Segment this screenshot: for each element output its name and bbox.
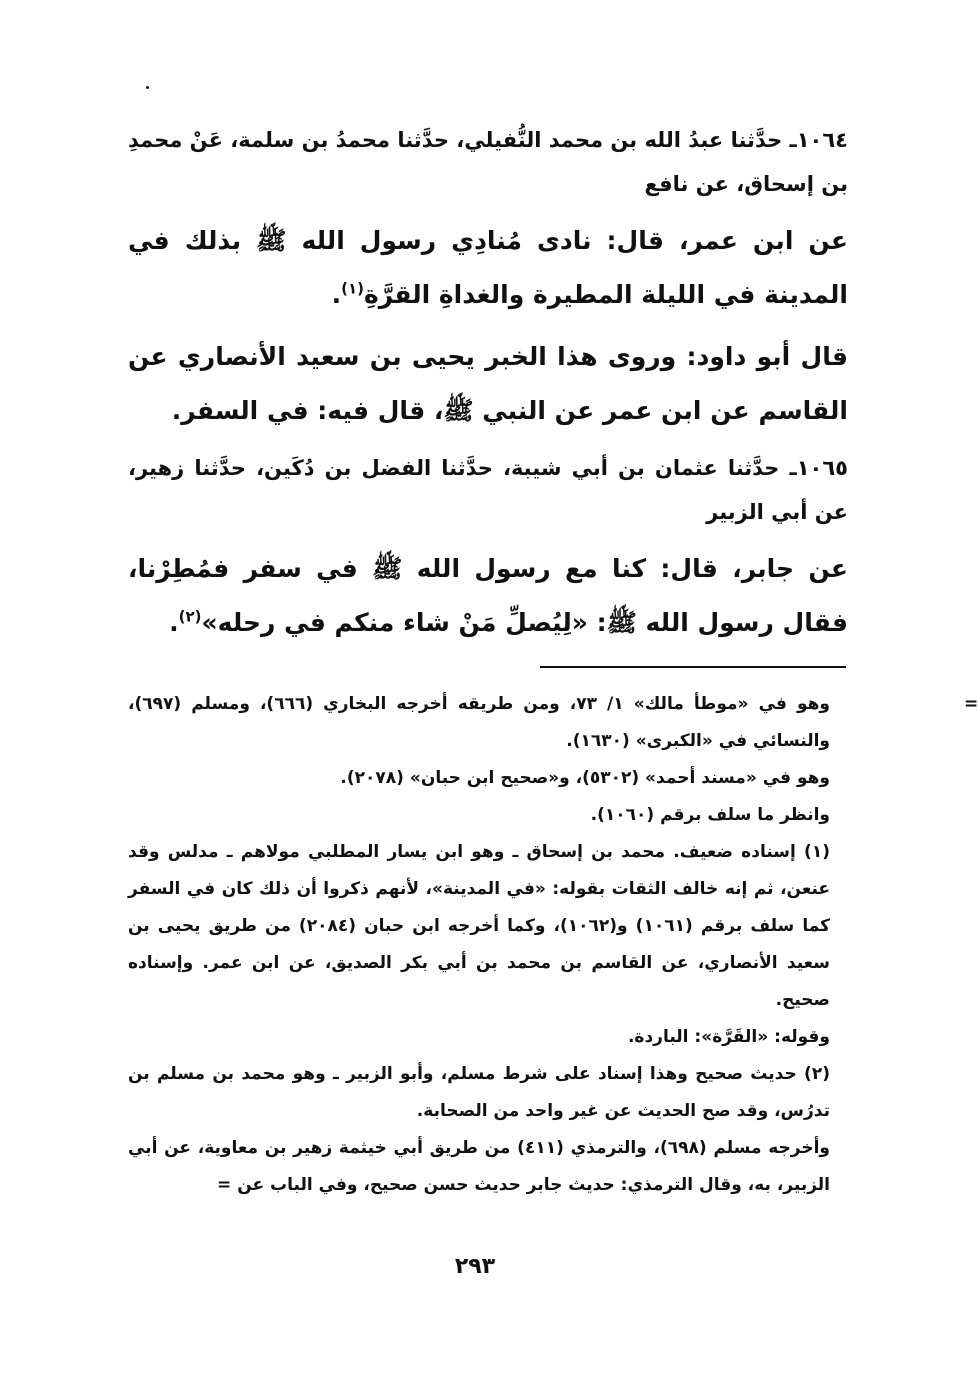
footnote-1: (١) إسناده ضعيف. محمد بن إسحاق ـ وهو ابن يسار المطلبي مولاهم ـ مدلس وقد عنعن، ثم إنه خالف الثقات بقوله: «في المدينة»، لأنهم ذكروا أن ذلك كان في السفر كما سلف برقم (١٠٦١) و(١٠٦٢)، وكما أخرجه ابن حبان (٢٠٨٤) من طريق يحيى بن سعيد الأنصاري، عن القاسم بن محمد بن أبي بكر الصديق، عن ابن عمر. وإسناده صحيح. — [128, 842, 830, 1010]
abu-dawud-note: قال أبو داود: وروى هذا الخبر يحيى بن سعيد الأنصاري عن القاسم عن ابن عمر عن النبي ﷺ، قال فيه: في السفر. — [128, 342, 848, 425]
continuation-marker: = — [964, 694, 978, 714]
main-text — [128, 118, 848, 658]
footnote-separator — [540, 666, 846, 668]
footnote-prev-2: وهو في «مسند أحمد» (٥٣٠٢)، و«صحيح ابن حبان» (٢٠٧٨). — [340, 768, 830, 788]
footnote-1-gloss: وقوله: «القَرَّة»: الباردة. — [627, 1027, 830, 1047]
footnote-2-takhrij: وأخرجه مسلم (٦٩٨)، والترمذي (٤١١) من طريق أبي خيثمة زهير بن معاوية، عن أبي الزبير، به، وقال الترمذي: حديث جابر حديث حسن صحيح، وفي الباب عن = — [128, 1138, 830, 1195]
footnote-ref-1: (١) — [341, 279, 364, 298]
hadith-1064-isnad: ١٠٦٤ـ حدَّثنا عبدُ الله بن محمد النُّفيلي، حدَّثنا محمدُ بن سلمة، عَنْ محمدِ بن إسحاق، عن نافع — [128, 128, 848, 196]
hadith-1065-matn — [128, 542, 848, 650]
footnote-prev-3: وانظر ما سلف برقم (١٠٦٠). — [590, 805, 830, 825]
hadith-1065-end: . — [169, 608, 179, 637]
footnote-2: (٢) حديث صحيح وهذا إسناد على شرط مسلم، وأبو الزبير ـ وهو محمد بن مسلم بن تدرُس، وقد صح الحديث عن غير واحد من الصحابة. — [128, 1064, 830, 1121]
footnote-prev-1: وهو في «موطأ مالك» ١/ ٧٣، ومن طريقه أخرجه البخاري (٦٦٦)، ومسلم (٦٩٧)، والنسائي في «الكبرى» (١٦٣٠). — [128, 694, 830, 751]
hadith-1065-isnad: ١٠٦٥ـ حدَّثنا عثمان بن أبي شيبة، حدَّثنا الفضل بن دُكَين، حدَّثنا زهير، عن أبي الزبير — [128, 456, 848, 524]
hadith-1064-end: . — [331, 280, 342, 309]
stray-mark — [146, 86, 149, 89]
hadith-1064-matn-text: عن ابن عمر، قال: نادى مُنادِي رسول الله ﷺ بذلك في المدينة في الليلة المطيرة والغداةِ القرَّةِ — [128, 226, 848, 309]
footnotes — [128, 686, 978, 1204]
page-number: ٢٩٣ — [454, 1254, 496, 1279]
hadith-1065-matn-text: عن جابر، قال: كنا مع رسول الله ﷺ في سفر فمُطِرْنا، فقال رسول الله ﷺ: «لِيُصلِّ مَنْ شاء منكم في رحله» — [128, 554, 848, 637]
hadith-1064-matn — [128, 214, 848, 322]
footnote-ref-2: (٢) — [178, 607, 202, 626]
